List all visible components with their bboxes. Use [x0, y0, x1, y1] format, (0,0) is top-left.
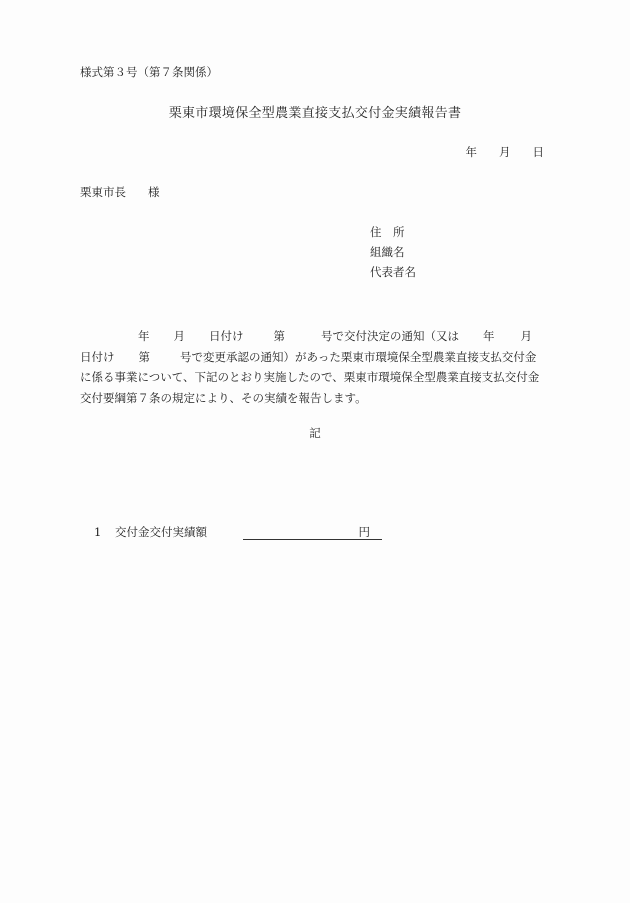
item-number: 1	[94, 525, 102, 539]
addressee	[80, 187, 160, 199]
item-row	[94, 527, 207, 539]
sender-representative-label: 代表者名	[370, 265, 416, 279]
date-month: 月	[499, 145, 511, 159]
date-day: 日	[532, 145, 544, 159]
document-title: 栗東市環境保全型農業直接支払交付金実績報告書	[168, 106, 462, 121]
amount-unit: 円	[358, 525, 370, 539]
body-line-3: に係る事業について、下記のとおり実施したので、栗東市環境保全型農業直接支払交付金	[80, 370, 540, 384]
sender-address-label: 住 所	[370, 225, 405, 239]
form-number-label: 様式第３号（第７条関係）	[80, 65, 218, 79]
date-field	[466, 147, 545, 159]
ki-heading: 記	[309, 426, 321, 440]
body-line-4: 交付要綱第７条の規定により、その実績を報告します。	[80, 390, 367, 405]
item-label: 交付金交付実績額	[115, 525, 207, 539]
body-paragraph	[80, 326, 546, 408]
body-line-2: 日付け 第 号で変更承認の通知）があった栗東市環境保全型農業直接支払交付金	[80, 349, 537, 364]
date-year: 年	[465, 145, 477, 159]
sender-organization-label: 組織名	[370, 245, 405, 259]
body-line-1: 年 月 日付け 第 号で交付決定の通知（又は 年 月	[138, 329, 532, 343]
addressee-honorific: 様	[148, 185, 160, 199]
amount-field[interactable]	[243, 527, 382, 540]
addressee-name: 栗東市長	[80, 185, 126, 199]
sender-block	[370, 227, 416, 287]
